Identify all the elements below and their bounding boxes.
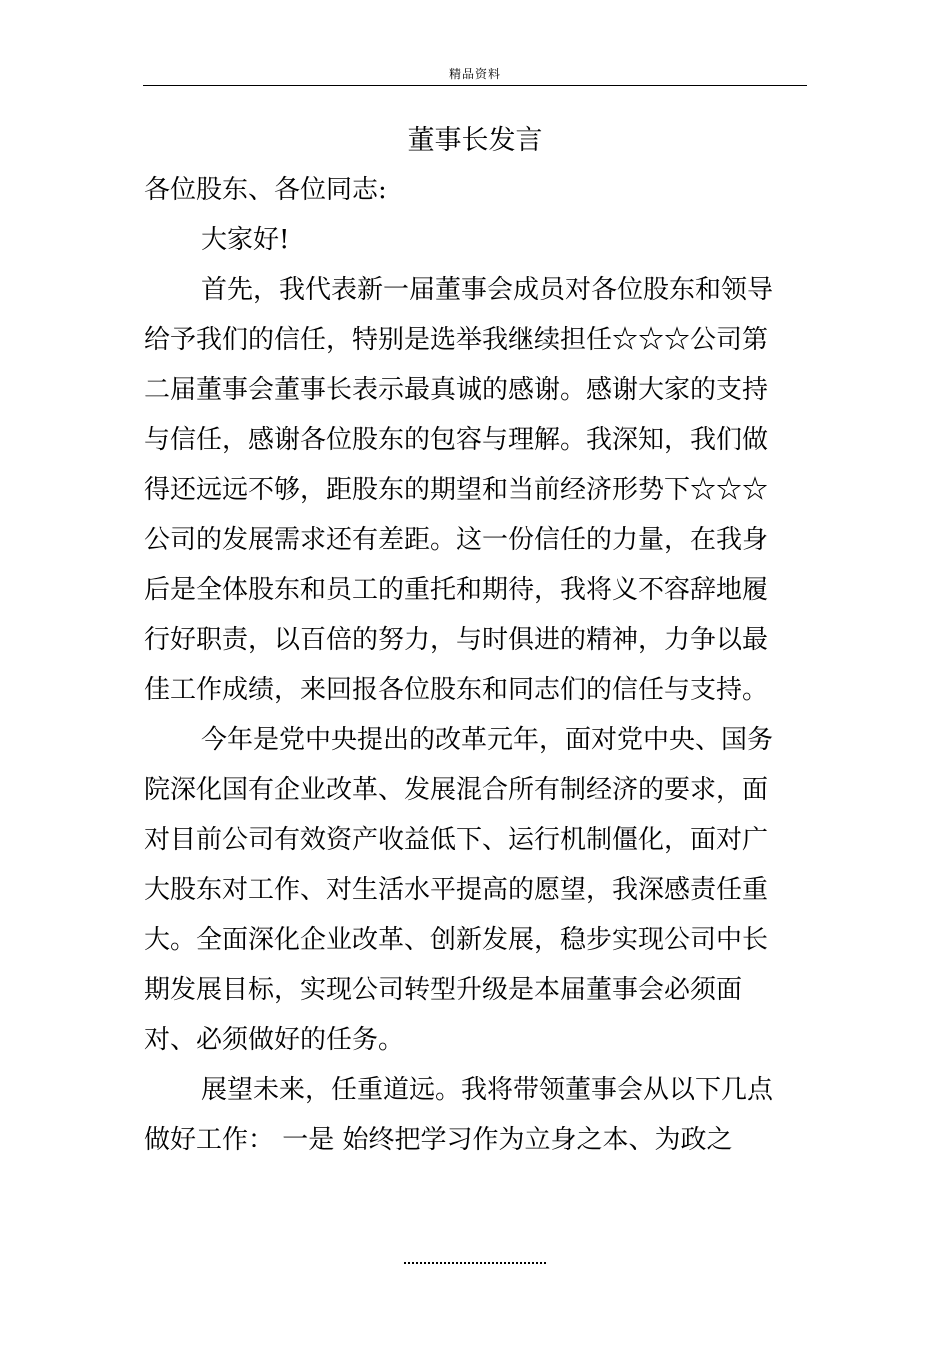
paragraph-reform: 今年是党中央提出的改革元年，面对党中央、国务院深化国有企业改革、发展混合所有制经济的要求，面对目前公司有效资产收益低下、运行机制僵化，面对广大股东对工作、对生活水平提高的愿望，我深感责任重大。全面深化企业改革、创新发展，稳步实现公司中长期发展目标，实现公司转型升级是本届董事会必须面对、必须做好的任务。	[144, 725, 774, 1055]
page-header-label: 精品资料	[448, 67, 501, 81]
document-title: 董事长发言	[407, 125, 543, 156]
header-divider	[143, 85, 807, 86]
document-body	[144, 165, 780, 1165]
paragraph-thanks: 首先，我代表新一届董事会成员对各位股东和领导给予我们的信任，特别是选举我继续担任☆☆☆公司第二届董事会董事长表示最真诚的感谢。感谢大家的支持与信任，感谢各位股东的包容与理解。我深知，我们做得还远远不够，距股东的期望和当前经济形势下☆☆☆公司的发展需求还有差距。这一份信任的力量，在我身后是全体股东和员工的重托和期待，我将义不容辞地履行好职责，以百倍的努力，与时俱进的精神，力争以最佳工作成绩，来回报各位股东和同志们的信任与支持。	[144, 275, 774, 705]
footer-dotted-divider	[404, 1262, 546, 1264]
salutation: 各位股东、各位同志:	[144, 175, 387, 205]
paragraph-outlook: 展望未来，任重道远。我将带领董事会从以下几点做好工作： 一是 始终把学习作为立身之本、为政之	[144, 1075, 774, 1155]
paragraph-greeting: 大家好!	[201, 225, 290, 255]
